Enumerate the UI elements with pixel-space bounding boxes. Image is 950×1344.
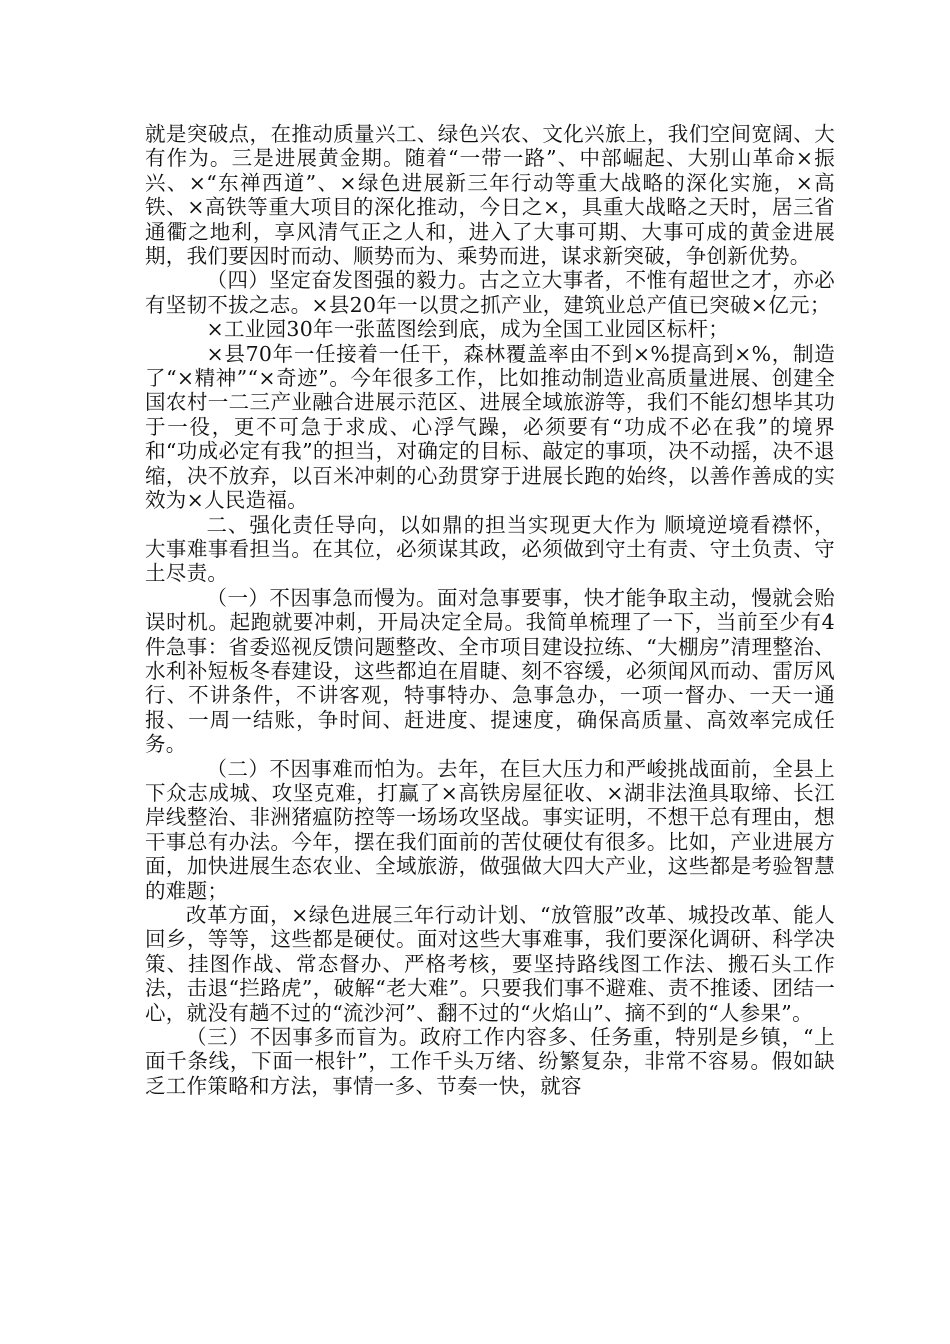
- paragraph: 改革方面，×绿色进展三年行动计划、“放管服”改革、城投改革、能人回乡，等等，这些都是硬仗。面对这些大事难事，我们要深化调研、科学决策、挂图作战、常态督办、严格考核，要坚持路线图工作法、搬石头工作法，击退“拦路虎”，破解“老大难”。只要我们事不避难、责不推诿、团结一心，就没有趟不过的“流沙河”、翻不过的“火焰山”、摘不到的“人参果”。: [145, 903, 835, 1025]
- paragraph: （四）坚定奋发图强的毅力。古之立大事者，不惟有超世之才，亦必有坚韧不拔之志。×县20年一以贯之抓产业，建筑业总产值已突破×亿元；: [145, 268, 835, 317]
- paragraph: （三）不因事多而盲为。政府工作内容多、任务重，特别是乡镇，“上面千条线，下面一根针”，工作千头万绪、纷繁复杂，非常不容易。假如缺乏工作策略和方法，事情一多、节奏一快，就容: [145, 1025, 835, 1098]
- paragraph: （二）不因事难而怕为。去年，在巨大压力和严峻挑战面前，全县上下众志成城、攻坚克难，打赢了×高铁房屋征收、×湖非法渔具取缔、长江岸线整治、非洲猪瘟防控等一场场攻坚战。事实证明，不想干总有理由，想干事总有办法。今年，摆在我们面前的苦仗硬仗有很多。比如，产业进展方面，加快进展生态农业、全域旅游，做强做大四大产业，这些都是考验智慧的难题；: [145, 756, 835, 903]
- paragraph: ×县70年一任接着一任干，森林覆盖率由不到×%提高到×%，制造了“×精神”“×奇迹”。今年很多工作，比如推动制造业高质量进展、创建全国农村一二三产业融合进展示范区、进展全域旅游等，我们不能幻想毕其功于一役，更不可急于求成、心浮气躁，必须要有“功成不必在我”的境界和“功成必定有我”的担当，对确定的目标、敲定的事项，决不动摇，决不退缩，决不放弃，以百米冲刺的心劲贯穿于进展长跑的始终，以善作善成的实效为×人民造福。: [145, 341, 835, 513]
- paragraph: 就是突破点，在推动质量兴工、绿色兴农、文化兴旅上，我们空间宽阔、大有作为。三是进展黄金期。随着“一带一路”、中部崛起、大别山革命×振兴、×“东禅西道”、×绿色进展新三年行动等重大战略的深化实施，×高铁、×高铁等重大项目的深化推动，今日之×，具重大战略之天时，居三省通衢之地利，享风清气正之人和，进入了大事可期、大事可成的黄金进展期，我们要因时而动、顺势而为、乘势而进，谋求新突破，争创新优势。: [145, 122, 835, 269]
- paragraph: ×工业园30年一张蓝图绘到底，成为全国工业园区标杆；: [206, 317, 730, 342]
- document-body: [145, 122, 835, 1098]
- section-heading-paragraph: 二、强化责任导向，以如鼎的担当实现更大作为 顺境逆境看襟怀，大事难事看担当。在其位，必须谋其政，必须做到守土有责、守土负责、守土尽责。: [145, 512, 835, 586]
- paragraph: （一）不因事急而慢为。面对急事要事，快才能争取主动，慢就会贻误时机。起跑就要冲刺，开局决定全局。我简单梳理了一下，当前至少有4件急事：省委巡视反馈问题整改、全市项目建设拉练、“大棚房”清理整治、水利补短板冬春建设，这些都迫在眉睫、刻不容缓，必须闻风而动、雷厉风行、不讲条件，不讲客观，特事特办、急事急办，一项一督办、一天一通报、一周一结账，争时间、赶进度、提速度，确保高质量、高效率完成任务。: [145, 585, 835, 757]
